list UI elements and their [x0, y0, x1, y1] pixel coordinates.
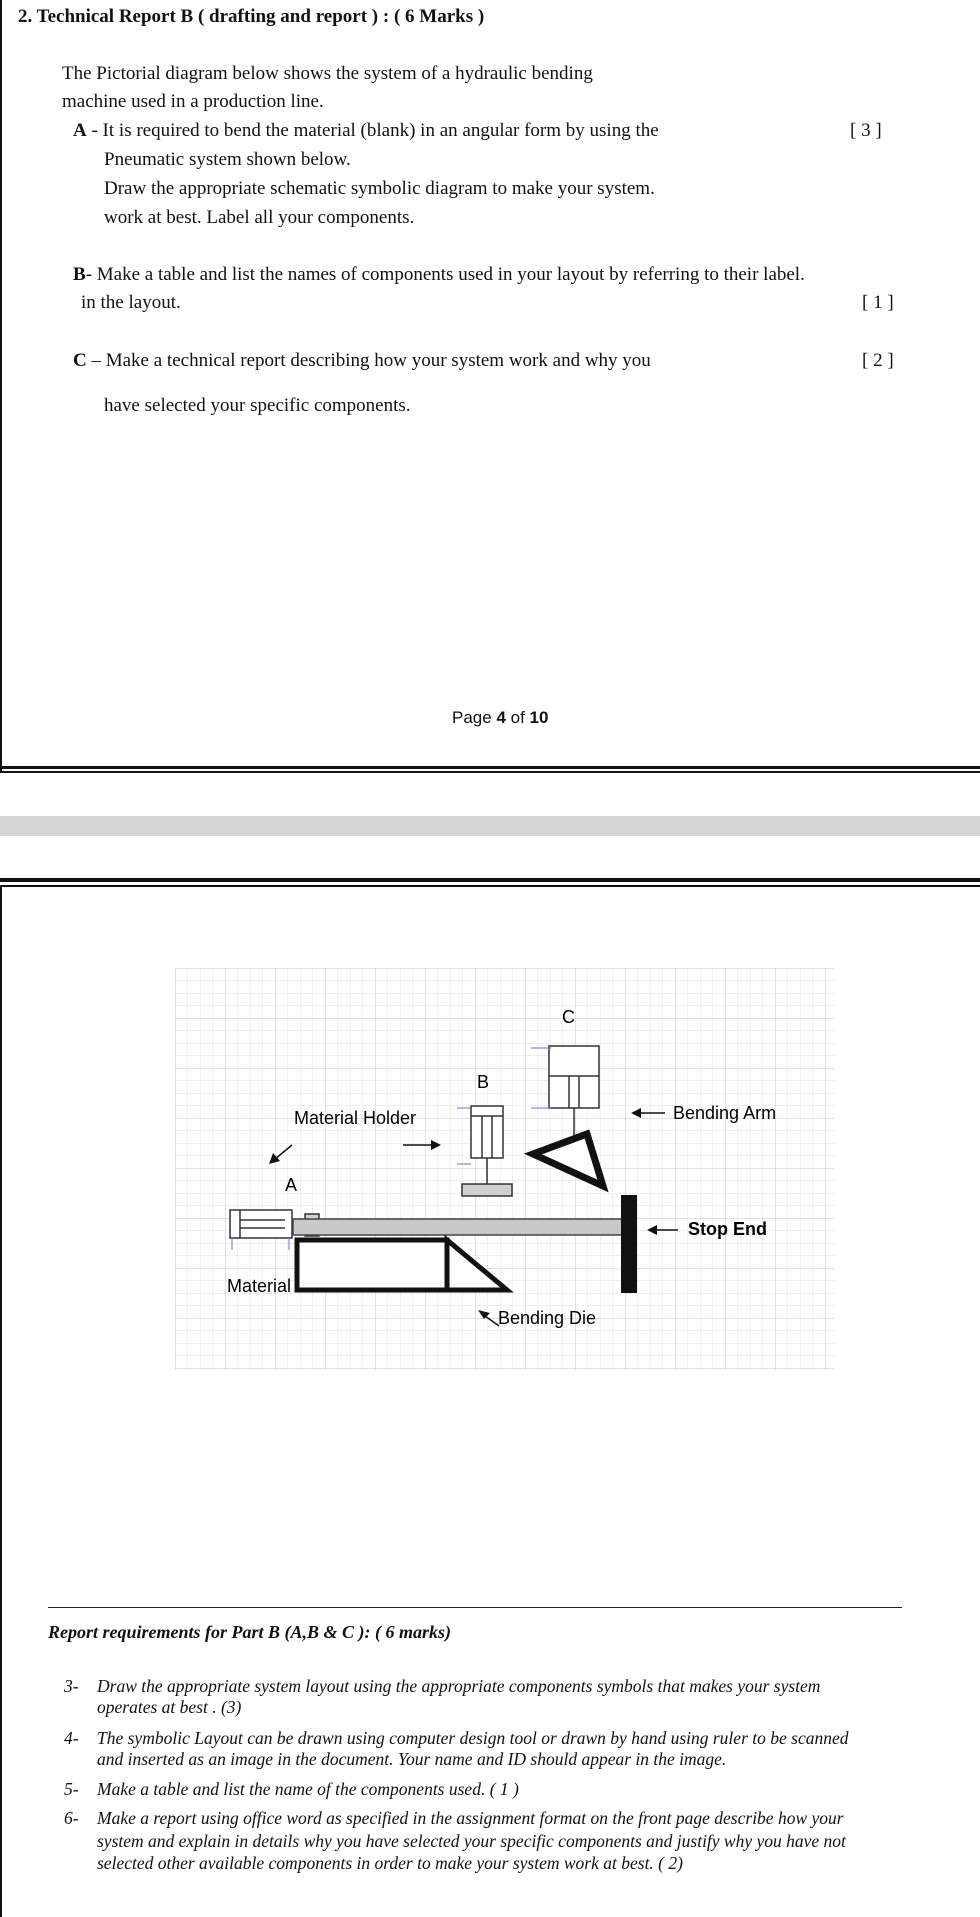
part-a-line-3: Draw the appropriate schematic symbolic diagram to make your system. [104, 178, 655, 199]
requirement-5-line-1: Make a table and list the name of the components used. ( 1 ) [97, 1779, 519, 1799]
label-a: A [285, 1175, 298, 1195]
page-border [0, 878, 980, 882]
material-blank [293, 1219, 629, 1235]
requirement-3-line-1: Draw the appropriate system layout using the appropriate components symbols that makes your system [97, 1676, 821, 1696]
part-a-line-2: Pneumatic system shown below. [104, 149, 351, 170]
part-c-line-2: have selected your specific components. [104, 395, 411, 416]
intro-line-1: The Pictorial diagram below shows the system of a hydraulic bending [62, 63, 593, 84]
label-material-holder: Material Holder [294, 1108, 417, 1128]
part-a-label: A [73, 120, 87, 141]
part-b-line-1 [73, 264, 805, 286]
requirement-6-line-2: system and explain in details why you have selected your specific components and justify why you have not [97, 1831, 846, 1851]
part-b-marks: [ 1 ] [862, 292, 894, 313]
part-c-line-1 [73, 350, 651, 372]
part-a-marks: [ 3 ] [850, 120, 882, 141]
label-stop-end: Stop End [688, 1219, 767, 1239]
intro-line-2: machine used in a production line. [62, 91, 324, 112]
bending-machine-diagram [175, 968, 835, 1370]
label-c: C [562, 1007, 575, 1027]
page-number-of: of [505, 708, 530, 727]
part-c-marks: [ 2 ] [862, 350, 894, 371]
requirement-4-line-2: and inserted as an image in the document. Your name and ID should appear in the image. [97, 1749, 727, 1769]
part-b-label: B [73, 264, 86, 285]
part-a-line-4: work at best. Label all your components. [104, 207, 415, 228]
requirement-6-line-1: Make a report using office word as specified in the assignment format on the front page describe how your [97, 1808, 844, 1828]
requirement-3-line-2: operates at best . (3) [97, 1697, 242, 1717]
part-b-text: - Make a table and list the names of components used in your layout by referring to their label. [85, 264, 805, 285]
page-number-prefix: Page [452, 708, 497, 727]
section-heading: 2. Technical Report B ( drafting and report ) : ( 6 Marks ) [18, 6, 485, 27]
part-a-text: - It is required to bend the material (blank) in an angular form by using the [86, 120, 659, 141]
stop-end [621, 1195, 637, 1293]
label-material: Material [227, 1276, 292, 1296]
label-bending-die: Bending Die [498, 1308, 597, 1328]
page-border [0, 766, 980, 769]
page-number-total: 10 [529, 708, 549, 727]
requirement-4-number: 4- [64, 1728, 79, 1748]
page-4 [0, 0, 980, 772]
part-a-line-1 [73, 120, 659, 142]
requirement-6-number: 6- [64, 1808, 79, 1828]
requirement-6-line-3: selected other available components in order to make your system work at best. ( 2) [97, 1853, 683, 1873]
page-border [0, 771, 980, 773]
label-bending-arm: Bending Arm [673, 1103, 777, 1123]
requirement-4-line-1: The symbolic Layout can be drawn using computer design tool or drawn by hand using ruler to be scanned [97, 1728, 849, 1748]
page-number [452, 708, 548, 728]
part-c-text: – Make a technical report describing how your system work and why you [86, 350, 651, 371]
page-number-current: 4 [496, 708, 506, 727]
section-divider [48, 1607, 902, 1608]
requirement-5-number: 5- [64, 1779, 79, 1799]
part-c-label: C [73, 350, 87, 371]
requirements-title: Report requirements for Part B (A,B & C ): ( 6 marks) [48, 1622, 452, 1642]
requirement-3-number: 3- [64, 1676, 79, 1696]
page-separator-bar [0, 816, 980, 836]
label-b: B [477, 1072, 490, 1092]
part-b-line-2: in the layout. [81, 292, 181, 313]
